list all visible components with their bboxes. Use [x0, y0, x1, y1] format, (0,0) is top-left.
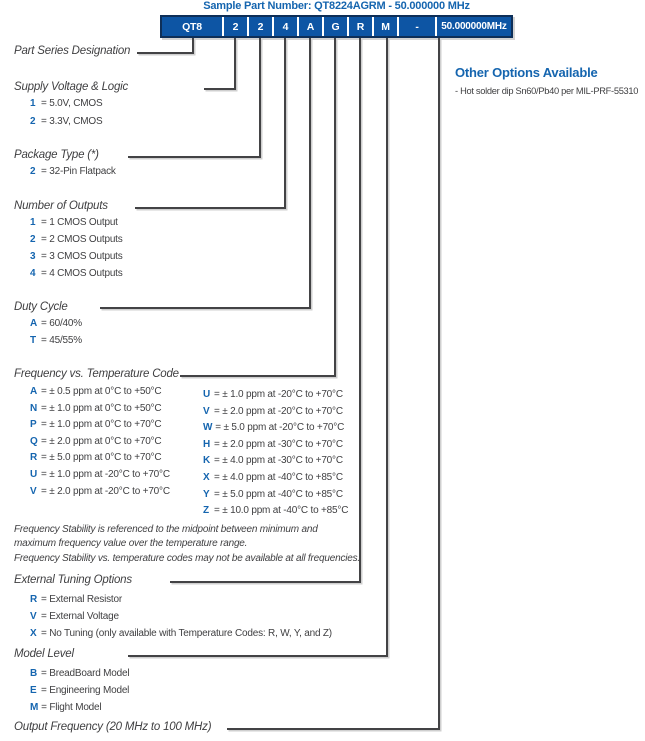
- part-number-box-series: QT8: [182, 20, 202, 33]
- code-item: [30, 248, 123, 265]
- code-item: [203, 420, 348, 437]
- code-item: [30, 450, 179, 467]
- code-description: = ± 10.0 ppm at -40°C to +85°C: [214, 505, 349, 517]
- section-title: External Tuning Options: [14, 574, 132, 586]
- leader-line: [137, 52, 194, 54]
- part-number-box-outputs: 4: [272, 17, 297, 36]
- section-title: Part Series Designation: [14, 45, 131, 57]
- leader-line: [100, 307, 311, 309]
- part-number-box-package: 2: [247, 17, 272, 36]
- code-description: = ± 1.0 ppm at 0°C to +50°C: [41, 402, 162, 414]
- part-number-box-temp-code: G: [322, 17, 347, 36]
- code-letter: B: [30, 668, 38, 679]
- part-number-box-tuning: R: [347, 17, 372, 36]
- code-letter: A: [30, 318, 38, 329]
- code-item: [30, 591, 332, 608]
- code-description: = 1 CMOS Output: [41, 217, 118, 228]
- frequency-stability-note: Frequency Stability is referenced to the midpoint between minimum and maximum frequency value over the temperature range.: [14, 524, 318, 549]
- part-number-box-dash: -: [397, 17, 435, 36]
- section-model-level: [14, 648, 129, 716]
- code-letter: R: [30, 594, 38, 605]
- section-title: Supply Voltage & Logic: [14, 81, 129, 93]
- code-letter: 2: [30, 166, 36, 177]
- code-item: [30, 625, 332, 642]
- section-supply-voltage: [14, 81, 128, 131]
- code-description: = 3 CMOS Outputs: [41, 251, 123, 262]
- leader-line: [386, 38, 388, 657]
- code-item: [30, 113, 128, 131]
- section-part-series: [14, 45, 130, 57]
- code-item: [203, 404, 348, 421]
- code-description: = BreadBoard Model: [41, 668, 130, 679]
- section-title: Duty Cycle: [14, 301, 68, 313]
- section-title: Package Type (*): [14, 149, 99, 161]
- code-letter: Z: [203, 505, 209, 517]
- code-item: [203, 437, 348, 454]
- code-letter: W: [203, 422, 213, 434]
- code-letter: H: [203, 438, 211, 450]
- section-output-frequency: [14, 721, 211, 733]
- code-letter: 3: [30, 251, 36, 262]
- code-item: [30, 484, 179, 501]
- code-letter: Y: [203, 488, 210, 500]
- code-description: = ± 4.0 ppm at -30°C to +70°C: [214, 455, 343, 467]
- code-letter: A: [30, 386, 38, 397]
- code-letter: 2: [30, 116, 36, 127]
- code-letter: M: [30, 702, 39, 713]
- code-description: = ± 0.5 ppm at 0°C to +50°C: [41, 386, 162, 397]
- code-description: = ± 2.0 ppm at -20°C to +70°C: [41, 485, 170, 497]
- code-letter: X: [203, 471, 210, 483]
- section-number-of-outputs: [14, 200, 123, 282]
- code-letter: V: [30, 485, 37, 497]
- code-item: [30, 265, 123, 282]
- temp-code-right-column: [203, 387, 348, 520]
- code-item: [30, 682, 129, 699]
- code-description: = ± 2.0 ppm at -20°C to +70°C: [214, 405, 343, 417]
- code-item: [30, 214, 123, 231]
- other-options-title: Other Options Available: [455, 65, 598, 80]
- code-item: [30, 434, 179, 451]
- section-duty-cycle: [14, 301, 82, 349]
- code-item: [203, 503, 348, 520]
- code-letter: Q: [30, 435, 38, 447]
- part-number-box-frequency: 50.000000MHz: [435, 17, 511, 36]
- code-description: = 32-Pin Flatpack: [41, 166, 116, 177]
- code-description: = No Tuning (only available with Temperature Codes: R, W, Y, and Z): [41, 628, 332, 639]
- code-description: = ± 1.0 ppm at -20°C to +70°C: [214, 389, 343, 400]
- code-description: = 5.0V, CMOS: [41, 98, 103, 109]
- temperature-codes-availability-note: Frequency Stability vs. temperature codes may not be available at all frequencies.: [14, 553, 361, 564]
- code-letter: V: [30, 611, 37, 622]
- leader-line: [334, 38, 336, 377]
- code-letter: V: [203, 405, 210, 417]
- code-item: [30, 315, 82, 332]
- code-item: [30, 608, 332, 625]
- code-description: = Flight Model: [41, 702, 102, 713]
- part-number-box-duty: A: [297, 17, 322, 36]
- leader-line: [128, 156, 261, 158]
- section-title: Model Level: [14, 648, 74, 660]
- leader-line: [204, 88, 236, 90]
- code-letter: 4: [30, 268, 36, 279]
- leader-line: [135, 207, 286, 209]
- section-title: Number of Outputs: [14, 200, 108, 212]
- code-description: = 2 CMOS Outputs: [41, 234, 123, 245]
- leader-line: [180, 375, 336, 377]
- code-description: = ± 5.0 ppm at -20°C to +70°C: [215, 422, 345, 434]
- other-options-item: - Hot solder dip Sn60/Pb40 per MIL-PRF-55310: [455, 86, 639, 96]
- code-item: [30, 332, 82, 349]
- code-description: = External Voltage: [41, 611, 119, 622]
- section-title: Output Frequency (20 MHz to 100 MHz): [14, 721, 212, 733]
- code-letter: 1: [30, 217, 36, 228]
- section-frequency-vs-temperature: [14, 368, 179, 500]
- code-item: [30, 384, 179, 401]
- code-description: = ± 1.0 ppm at -20°C to +70°C: [41, 468, 170, 480]
- part-number-box-supply: 2: [222, 17, 247, 36]
- code-description: = Engineering Model: [41, 685, 130, 696]
- code-item: [203, 453, 348, 470]
- leader-line: [359, 38, 361, 583]
- code-letter: 2: [30, 234, 36, 245]
- section-title: Frequency vs. Temperature Code: [14, 368, 179, 380]
- code-item: [30, 699, 129, 716]
- code-description: = 4 CMOS Outputs: [41, 268, 123, 279]
- code-letter: U: [30, 468, 38, 480]
- code-letter: R: [30, 452, 38, 464]
- code-letter: X: [30, 628, 37, 639]
- section-external-tuning: [14, 574, 332, 642]
- code-item: [30, 401, 179, 418]
- code-description: = 45/55%: [41, 335, 82, 346]
- leader-line: [259, 38, 261, 158]
- code-item: [30, 417, 179, 434]
- code-letter: U: [203, 389, 211, 400]
- code-item: [30, 231, 123, 248]
- code-letter: N: [30, 402, 38, 414]
- code-item: [203, 487, 348, 504]
- leader-line: [234, 38, 236, 90]
- code-item: [30, 95, 128, 113]
- code-description: = ± 2.0 ppm at 0°C to +70°C: [41, 435, 162, 447]
- leader-line: [128, 655, 388, 657]
- leader-line: [284, 38, 286, 209]
- code-description: = ± 1.0 ppm at 0°C to +70°C: [41, 419, 162, 431]
- code-item: [30, 163, 116, 181]
- code-description: = ± 5.0 ppm at -40°C to +85°C: [214, 488, 343, 500]
- part-number-strip: [160, 15, 513, 38]
- code-description: = 60/40%: [41, 318, 82, 329]
- code-letter: P: [30, 419, 37, 431]
- code-description: = ± 4.0 ppm at -40°C to +85°C: [214, 471, 343, 483]
- code-letter: K: [203, 455, 211, 467]
- code-description: = ± 5.0 ppm at 0°C to +70°C: [41, 452, 162, 464]
- section-package-type: [14, 149, 116, 181]
- leader-line: [309, 38, 311, 309]
- code-item: [30, 467, 179, 484]
- other-options-panel: [455, 65, 643, 96]
- sample-part-number-title: Sample Part Number: QT8224AGRM - 50.000000 MHz: [203, 0, 470, 12]
- part-number-box-model: M: [372, 17, 397, 36]
- code-letter: T: [30, 335, 36, 346]
- code-description: = 3.3V, CMOS: [41, 116, 103, 127]
- temp-code-left-column: [30, 384, 179, 500]
- code-description: = External Resistor: [41, 594, 122, 605]
- code-letter: E: [30, 685, 37, 696]
- leader-line: [227, 728, 440, 730]
- code-item: [203, 387, 348, 404]
- code-letter: 1: [30, 98, 36, 109]
- code-description: = ± 2.0 ppm at -30°C to +70°C: [214, 438, 343, 450]
- code-item: [203, 470, 348, 487]
- leader-line: [438, 38, 440, 730]
- code-item: [30, 665, 129, 682]
